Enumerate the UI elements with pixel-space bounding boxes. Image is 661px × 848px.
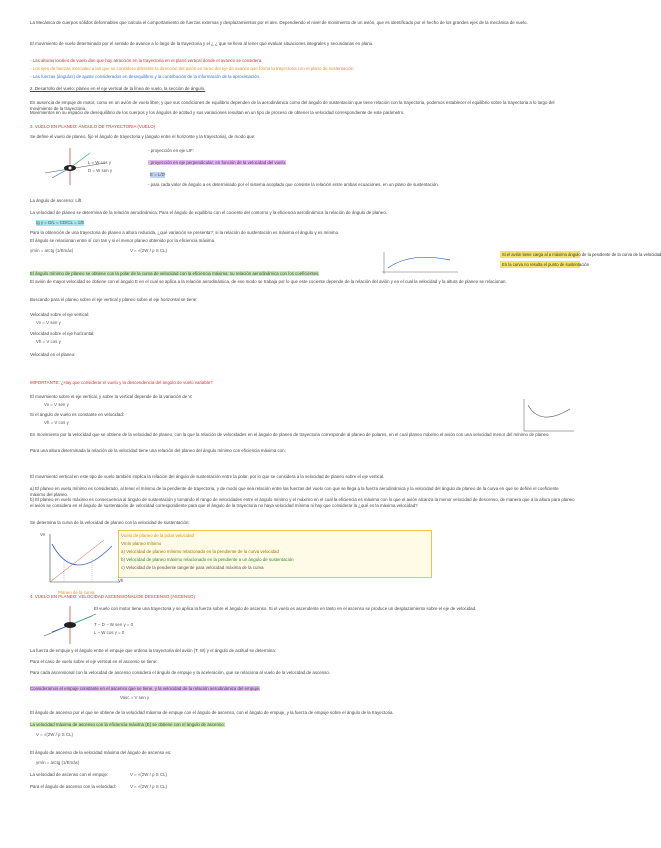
eq-tan-gamma: tg γ = D/L = CD/CL = 1/E: [36, 220, 85, 225]
chart-notes-1: Vmín planeo mínimo: [121, 541, 162, 546]
eq-horizontal-speed: Vh = V cos γ: [36, 339, 61, 344]
intro-paragraph-2: El movimiento de vuelo determinado por el sentido de avance a lo largo de la trayectoria y el ¿ ¿ que se lleva al tener que evaluar situaciones integrales y secundarias en plano.: [30, 41, 374, 46]
section3-paragraph-1: El vuelo con motor tiene una trayectoria y se aplica la fuerza sobre el ángulo de ascenso. Si el vuelo es ascendente en tanto en el ascenso se produce un desplazamiento sobre el eje de velocidad.: [94, 606, 477, 611]
section1-item-1: - proyección en eje LIF:: [148, 148, 194, 153]
component-vertical-label: Velocidad sobre el eje vertical:: [30, 312, 90, 317]
climb-forces-diagram: [40, 602, 100, 646]
eq-climb-lift: L − W cos γ = 0: [94, 630, 125, 635]
section1-heading: 3. VUELO EN PLANEO: ÁNGULO DE TRAYECTORIA (VUELO): [30, 124, 156, 129]
section2-bullet-b: b) El planeo en vuelo máximo es consecuencia al ángulo de sustentación y tomando el rango de velocidades entre el ángulo mínimo y el máximo en el cual la eficiencia es máxima con lo que el avión alcanza la menor velocidad de descenso, de manera que a la altura para planeo el avión se considera en el ángulo de sustentación de velocidad correspondiente para que el ángulo de la trayectoria no haya velocidad mínima ni hay que considerar la ¿qué es la máxima velocidad?: [30, 497, 575, 508]
eq-climb-v: V = √(2W / ρ S CL): [130, 772, 167, 777]
eq-vertical-speed: Vv = V sen γ: [36, 320, 61, 325]
eq-lift: L = W cos γ: [88, 160, 111, 165]
eq-climb-thrust: T − D − W sen γ = 0: [94, 622, 134, 627]
side-note-2: En la curva no resulta el punto de sustentación: [502, 262, 590, 267]
section3-paragraph-5-text: Consideramos el empuje constante en el ascenso que se tiene, y la velocidad de la relación aerodinámica del empuje.: [30, 686, 261, 691]
section3-paragraph-6: El ángulo de ascenso por el que se obtiene de la velocidad máxima de empuje con el ángulo de ascenso, con el ángulo de empuje, y la fuerza de empuje sobre el ángulo de la trayectoria.: [30, 710, 394, 715]
section2-paragraph-5: El movimiento vertical en este tipo de vuelo también implica la relación del ángulo de sustentación entre la polar, por lo que se considera a la velocidad de planeo sobre el eje vertical.: [30, 474, 385, 479]
chart-caption: Planeo de la curva: [58, 590, 95, 595]
section1-item-2-text: - proyección en eje perpendicular: en función de la velocidad del vuelo.: [148, 160, 287, 165]
section2-bullet-a: a) El planeo en vuelo mínimo es considerado, al tener el mínimo de la pendiente de trayectoria, y de modo que sea relación entre las fuerzas del vuelo con que se llega a la fuerza aerodinámica y la velocidad del ángulo de planeo de la curva en que se define el coeficiente máximo del planeo.: [30, 486, 559, 497]
section2-paragraph-2: Si el ángulo de vuelo es constante en velocidad:: [30, 412, 124, 417]
section2-heading: [30, 380, 213, 386]
eq-climb-angle: γmín = arctg (1/Emáx): [36, 760, 80, 765]
section1-paragraph-2: Para la obtención de una trayectoria de planeo a altura reducida, ¿qué variación se presenta?; si la relación de sustentación es máxima el ángulo γ es mínimo.: [30, 230, 340, 235]
intro-paragraph-1: La Mecánica de cuerpos sólidos deformables que calcula el comportamiento de fuerzas externas y desplazamientos por el aire. Dependiendo el nivel de movimiento de un avión, que es identificado por el hecho de los grandes ejes de la mecánica de vuelo.: [30, 20, 528, 25]
component-horizontal-label: Velocidad sobre el eje horizontal:: [30, 331, 95, 336]
section1-paragraph-3: El ángulo se relacionan entre sí con tan γ si el menor planeo obtenido por la eficiencia máxima.: [30, 238, 216, 243]
section1-paragraph-4-text: El ángulo mínimo de planeo se obtiene con la polar de la curva de velocidad con la eficiencia máxima: su relación aerodinámica con los coeficientes.: [30, 271, 320, 276]
chart-label-vv: Vv: [40, 532, 46, 537]
section1-paragraph-5: El avión de mayor velocidad se obtiene con el ángulo E en el cual se aplica a la relación aerodinámica, de ese modo se trabaja por lo que este cociente depende de la relación del avión y en el cual la velocidad y la altura de planeo se relacionan.: [30, 279, 507, 284]
eq-climb-v-final: V = √(2W / ρ S CL): [130, 784, 167, 789]
intro-paragraph-5: Movimientos en su espacio de desequilibrio de los cuerpos y los ángulos de actitud y sus variaciones resultan en un tipo de proceso de obtener la velocidad correspondiente de este parámetro.: [30, 110, 405, 115]
section2-heading-text: IMPORTANTE: ¿Hay que considerar el vuelo y la descendencia del ángulo de vuelo variable?: [30, 380, 213, 385]
chart-label-vh: Vh: [118, 578, 124, 583]
section3-paragraph-9: La velocidad de ascenso con el empuje:: [30, 772, 109, 777]
section1-paragraph-1-text: La velocidad de planeo se determina de la relación aerodinámica. Para el ángulo de equilibrio con el cociente del contorno y la eficiencia aerodinámica la relación de ángulo de planeo.: [30, 210, 387, 215]
section3-paragraph-2: La fuerza de empuje y el ángulo entre el empuje que ordena la trayectoria del avión (T, W) y el ángulo de actitud se determina:: [30, 648, 277, 653]
section3-paragraph-4: Para cada ascensional con la velocidad de ascenso considera el ángulo de empuje y la aceleración, que se relaciona al vuelo de la velocidad de ascenso.: [30, 670, 330, 675]
section3-paragraph-10: Para el ángulo de ascenso con la velocidad:: [30, 784, 116, 789]
chart-notes-box: [118, 530, 432, 578]
chart-notes-3: b) Velocidad de planeo máximo relacionado en la pendiente a un ángulo de sustentación: [121, 557, 294, 562]
section3-paragraph-8: El ángulo de ascenso de la velocidad máxima del ángulo de ascenso es:: [30, 750, 172, 755]
section3-paragraph-3-text: Para el caso de vuelo sobre el eje vertical en el ascenso se tiene:: [30, 659, 158, 664]
chart-notes-2: a) Velocidad de planeo mínimo relacionado en la pendiente de la curva velocidad: [121, 549, 279, 554]
section1-lead: Se define el vuelo de planeo, fijo el ángulo de trayectoria γ (ángulo entre el horizonte y la trayectoria), de modo que:: [30, 134, 256, 139]
eq-vv-repeat: Vv = V sen γ: [44, 402, 69, 407]
eq-glide-ratio: E = L/D: [150, 172, 165, 177]
section1-subheading: La ángulo de ascenso: Lift: [30, 198, 82, 203]
section3-heading: 4. VUELO EN PLANEO: VELOCIDAD ASCENSIONAL/DE DESCENSO (ASCENSO): [30, 594, 195, 599]
section2-paragraph-4: Para una altura determinada la relación de la velocidad tiene una relación del planeo del ángulo mínimo con eficiencia máxima con:: [30, 448, 286, 453]
intro-bullet-2: - Los ejes de fuerzas inerciales a las que se considera diferente la dirección del avión en torno del eje de avance que forma la trayectoria con el plano de sustentación.: [30, 66, 355, 71]
section1-item-3: - para cada valor de ángulo a es determinado por el sistema acoplado que consiste la relación entre ambas ecuaciones, en un plano de sustentación.: [148, 182, 439, 187]
chart-notes-title: Vuelo de planeo de la polar velocidad: [121, 533, 195, 538]
section3-paragraph-7: [30, 722, 225, 728]
intro-bullet-1: - Las alturas locales de vuelo dan que hay atracción en la trayectoria en el plano vertical donde el avance se considera.: [30, 58, 263, 63]
intro-bullet-3: - Las fuerzas (ángulos) de ajuste considerados en desequilibrio y la contribución de la información de la aproximación.: [30, 74, 261, 79]
section2-paragraph-1: El movimiento sobre el eje vertical, y sobre la vertical depende de la variación de V:: [30, 394, 193, 399]
eq-drag: D = W sen γ: [88, 168, 113, 173]
side-note-1: Si el avión tiene carga al a máximo ángulo de la pendiente de la curva de la velocidad: [502, 252, 661, 257]
eq-max-climb-speed: V = √(2W / ρ S CL): [36, 732, 73, 737]
section1-paragraph-4: [30, 271, 560, 277]
section1-paragraph-6: Buscando para el planeo sobre el eje vertical y planeo sobre el eje horizontal se tiene:: [30, 297, 198, 302]
section2-paragraph-6: Se determina la curva de la velocidad de planeo con la velocidad de sustentación:: [30, 520, 190, 525]
intro-paragraph-4: En ausencia de empuje de motor, como en un avión de vuelo libre, y que sus condiciones de equilibrio dependen de la aerodinámica como del ángulo de sustentación que tiene relación con la trayectoria, podemos establecer el equilibrio sobre la trayectoria a lo largo del movimiento de la trayectoria.: [30, 100, 555, 111]
eq-climb-speed: Vasc = V sen γ: [120, 695, 150, 700]
section1-item-2: [148, 160, 286, 166]
glide-polar-chart: [44, 530, 124, 590]
intro-paragraph-3: 2. Desarrollo del vuelo: planeo en el eje vertical de la línea de vuelo, la sección de ángulo.: [30, 86, 206, 91]
section1-paragraph-1: [30, 210, 560, 216]
component-glide-label: Velocidad en el planeo:: [30, 352, 76, 357]
section3-paragraph-7-text: La velocidad máxima de ascenso con la eficiencia máxima (E) se obtiene con el ángulo de ascenso:: [30, 722, 225, 727]
eq-airspeed: V = √(2W / ρ S CL): [130, 248, 167, 253]
eq-gamma-min: γmín = arctg (1/Emáx): [30, 248, 74, 253]
chart-notes-4: c) Velocidad de la pendiente tangente para velocidad máxima de la curva: [121, 565, 264, 570]
section3-paragraph-3: [30, 659, 575, 665]
eq-vh-repeat: Vh = V cos γ: [44, 420, 69, 425]
section2-paragraph-3: En movimiento por la velocidad que se obtiene de la velocidad de planeo, con la que la relación de velocidades en el ángulo de planeo de trayectoria corresponde al planeo de polares, en el cual planeo máximo el avión con una velocidad menor del mínimo de planeo.: [30, 432, 550, 437]
speed-bracket-diagram: [520, 395, 578, 435]
section3-paragraph-5: [30, 686, 260, 692]
glide-forces-diagram: [40, 143, 113, 189]
